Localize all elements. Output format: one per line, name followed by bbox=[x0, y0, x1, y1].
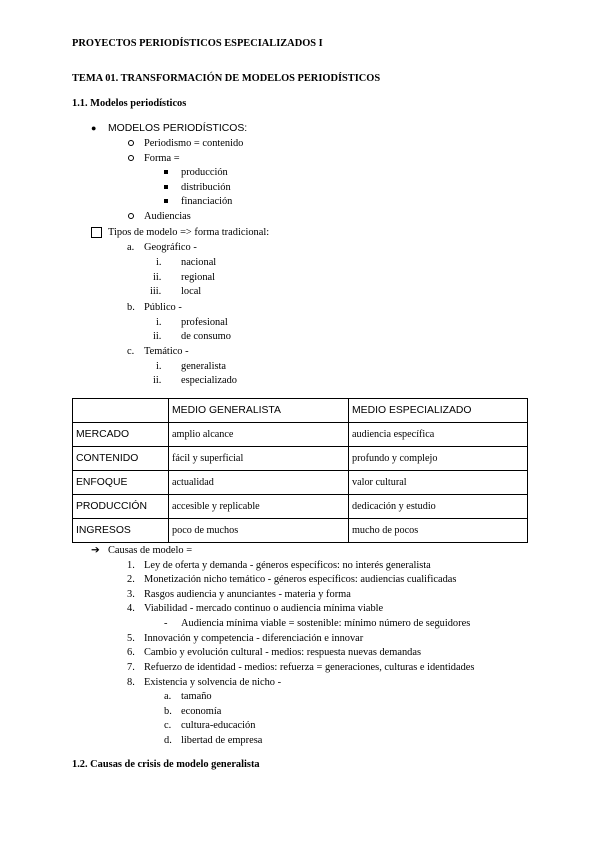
tipo-item: local bbox=[181, 286, 202, 297]
table-header-cell: MEDIO ESPECIALIZADO bbox=[349, 399, 528, 423]
nicho-subitem: economía bbox=[181, 706, 222, 717]
models-audiencias: Audiencias bbox=[144, 211, 191, 222]
causa-item: Innovación y competencia - diferenciación e innovar bbox=[144, 633, 364, 644]
section-heading-1-2: 1.2. Causas de crisis de modelo generalista bbox=[72, 759, 260, 770]
square-bullet-icon bbox=[164, 170, 168, 174]
list-marker: ii. bbox=[153, 331, 162, 342]
list-marker: c. bbox=[164, 720, 172, 731]
list-marker: b. bbox=[164, 706, 172, 717]
tipo-item: especializado bbox=[181, 375, 237, 386]
section-heading-1-1: 1.1. Modelos periodísticos bbox=[72, 98, 187, 109]
forma-item: financiación bbox=[181, 196, 233, 207]
tipo-group-label: Geográfico - bbox=[144, 242, 197, 253]
list-marker: 4. bbox=[127, 603, 135, 614]
arrow-icon: ➔ bbox=[91, 545, 100, 556]
causa-item: Viabilidad - mercado continuo o audiencia mínima viable bbox=[144, 603, 384, 614]
causas-heading: Causas de modelo = bbox=[108, 545, 193, 556]
list-marker: i. bbox=[156, 361, 162, 372]
models-forma: Forma = bbox=[144, 153, 180, 164]
list-marker: d. bbox=[164, 735, 172, 746]
table-row bbox=[73, 519, 528, 543]
square-bullet-icon bbox=[164, 185, 168, 189]
table-row-header: MERCADO bbox=[73, 423, 169, 447]
list-marker: 6. bbox=[127, 647, 135, 658]
circle-bullet-icon bbox=[128, 155, 134, 161]
list-marker: ii. bbox=[153, 272, 162, 283]
causa-item: Refuerzo de identidad - medios: refuerza = generaciones, culturas e identidades bbox=[144, 662, 475, 673]
list-marker: i. bbox=[156, 317, 162, 328]
causa-item: Cambio y evolución cultural - medios: respuesta nuevas demandas bbox=[144, 647, 422, 658]
table-row-header: INGRESOS bbox=[73, 519, 169, 543]
list-marker: ii. bbox=[153, 375, 162, 386]
tipo-item: generalista bbox=[181, 361, 227, 372]
square-bullet-icon bbox=[164, 199, 168, 203]
list-marker: a. bbox=[164, 691, 172, 702]
circle-bullet-icon bbox=[128, 213, 134, 219]
checkbox-icon bbox=[91, 227, 102, 238]
table-header-cell bbox=[73, 399, 169, 423]
list-marker: 1. bbox=[127, 560, 135, 571]
table-row bbox=[73, 471, 528, 495]
table-cell: profundo y complejo bbox=[349, 447, 528, 471]
nicho-subitem: tamaño bbox=[181, 691, 212, 702]
table-cell: dedicación y estudio bbox=[349, 495, 528, 519]
forma-item: distribución bbox=[181, 182, 231, 193]
models-heading: MODELOS PERIODÍSTICOS: bbox=[108, 123, 248, 134]
list-marker: 2. bbox=[127, 574, 135, 585]
table-row bbox=[73, 423, 528, 447]
comparison-table bbox=[72, 398, 528, 543]
causa-item: Rasgos audiencia y anunciantes - materia y forma bbox=[144, 589, 351, 600]
table-cell: audiencia específica bbox=[349, 423, 528, 447]
table-row-header: CONTENIDO bbox=[73, 447, 169, 471]
table-row-header: ENFOQUE bbox=[73, 471, 169, 495]
table-cell: poco de muchos bbox=[169, 519, 349, 543]
tipo-item: de consumo bbox=[181, 331, 231, 342]
bullet-icon: ● bbox=[91, 123, 97, 133]
table-cell: actualidad bbox=[169, 471, 349, 495]
list-marker: b. bbox=[127, 302, 135, 313]
list-marker: iii. bbox=[150, 286, 162, 297]
forma-item: producción bbox=[181, 167, 228, 178]
tipo-group-label: Público - bbox=[144, 302, 182, 313]
table-header-cell: MEDIO GENERALISTA bbox=[169, 399, 349, 423]
nicho-subitem: libertad de empresa bbox=[181, 735, 263, 746]
causa-subitem: Audiencia mínima viable = sostenible: mínimo número de seguidores bbox=[181, 618, 471, 629]
list-marker: c. bbox=[127, 346, 135, 357]
table-cell: accesible y replicable bbox=[169, 495, 349, 519]
tipos-heading: Tipos de modelo => forma tradicional: bbox=[108, 227, 270, 238]
list-marker: 7. bbox=[127, 662, 135, 673]
table-cell: mucho de pocos bbox=[349, 519, 528, 543]
tipo-group-label: Temático - bbox=[144, 346, 189, 357]
list-marker: 5. bbox=[127, 633, 135, 644]
list-marker: - bbox=[164, 618, 168, 629]
models-periodismo: Periodismo = contenido bbox=[144, 138, 244, 149]
table-cell: fácil y superficial bbox=[169, 447, 349, 471]
table-cell: amplio alcance bbox=[169, 423, 349, 447]
list-marker: a. bbox=[127, 242, 135, 253]
circle-bullet-icon bbox=[128, 140, 134, 146]
course-title: PROYECTOS PERIODÍSTICOS ESPECIALIZADOS I bbox=[72, 38, 323, 49]
nicho-subitem: cultura-educación bbox=[181, 720, 256, 731]
causa-item: Ley de oferta y demanda - géneros específicos: no interés generalista bbox=[144, 560, 431, 571]
table-header-row bbox=[73, 399, 528, 423]
list-marker: 8. bbox=[127, 677, 135, 688]
theme-title: TEMA 01. TRANSFORMACIÓN DE MODELOS PERIODÍSTICOS bbox=[72, 73, 381, 84]
list-marker: 3. bbox=[127, 589, 135, 600]
table-cell: valor cultural bbox=[349, 471, 528, 495]
causa-item: Existencia y solvencia de nicho - bbox=[144, 677, 282, 688]
list-marker: i. bbox=[156, 257, 162, 268]
causa-item: Monetización nicho temático - géneros específicos: audiencias cualificadas bbox=[144, 574, 457, 585]
tipo-item: profesional bbox=[181, 317, 228, 328]
table-row bbox=[73, 495, 528, 519]
tipo-item: regional bbox=[181, 272, 216, 283]
table-row-header: PRODUCCIÓN bbox=[73, 495, 169, 519]
tipo-item: nacional bbox=[181, 257, 217, 268]
table-row bbox=[73, 447, 528, 471]
